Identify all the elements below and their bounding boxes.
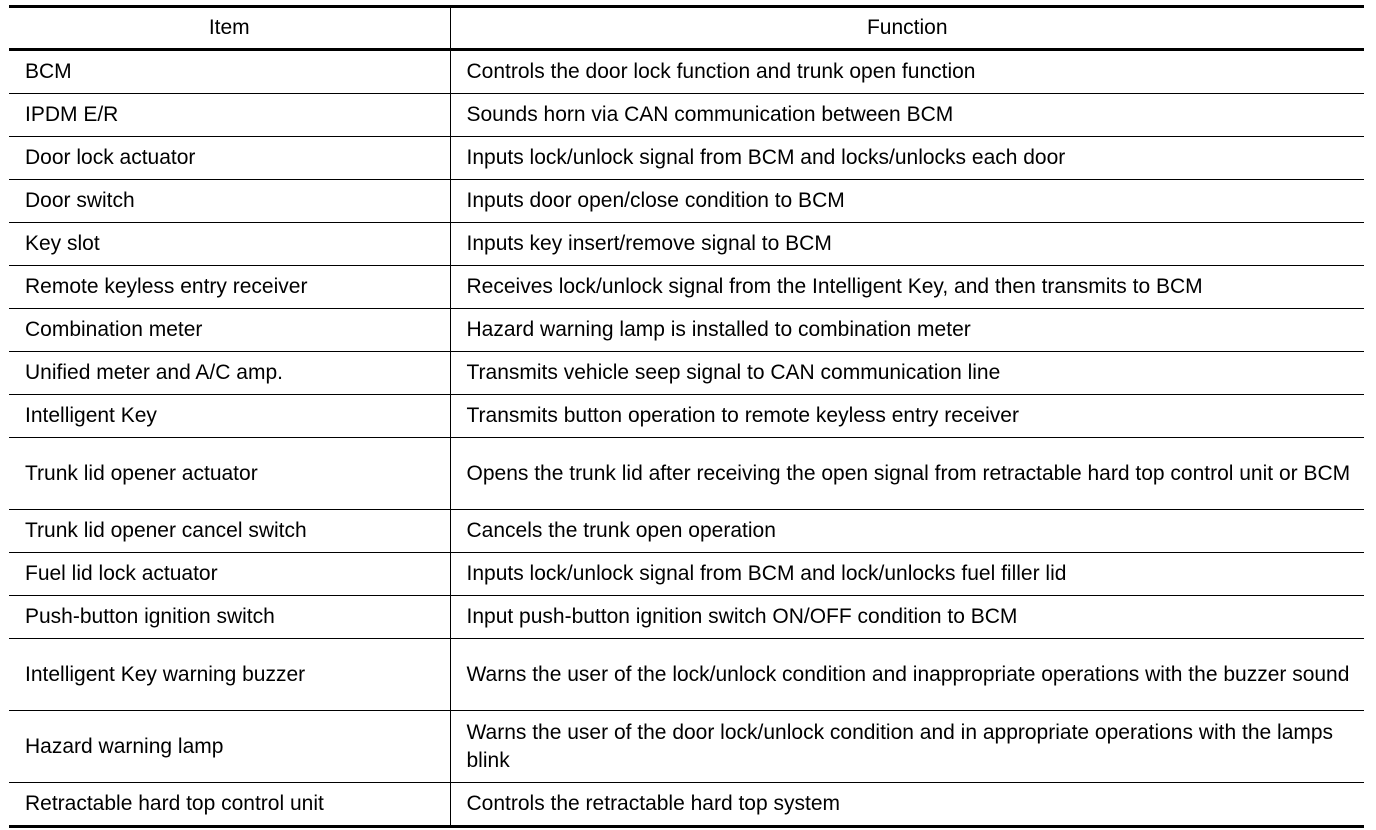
item-cell: Trunk lid opener actuator [9,438,450,510]
item-column-header: Item [9,7,450,50]
table-header-row [9,7,1364,50]
table-row [9,639,1364,711]
item-cell: Intelligent Key warning buzzer [9,639,450,711]
item-cell: Intelligent Key [9,395,450,438]
function-column-header: Function [450,7,1364,50]
table-row [9,223,1364,266]
item-cell: Door switch [9,180,450,223]
table-row [9,596,1364,639]
table-row [9,309,1364,352]
function-cell: Cancels the trunk open operation [450,510,1364,553]
function-cell: Inputs lock/unlock signal from BCM and locks/unlocks each door [450,137,1364,180]
table-row [9,180,1364,223]
item-cell: Retractable hard top control unit [9,783,450,827]
table-body [9,50,1364,827]
function-cell: Inputs door open/close condition to BCM [450,180,1364,223]
table-row [9,352,1364,395]
item-cell: Key slot [9,223,450,266]
item-cell: Fuel lid lock actuator [9,553,450,596]
component-function-table [9,5,1364,828]
function-cell: Inputs lock/unlock signal from BCM and lock/unlocks fuel filler lid [450,553,1364,596]
function-cell: Warns the user of the lock/unlock condition and inappropriate operations with the buzzer sound [450,639,1364,711]
item-cell: Trunk lid opener cancel switch [9,510,450,553]
item-cell: Hazard warning lamp [9,711,450,783]
function-cell: Controls the retractable hard top system [466,792,841,815]
table-row [9,94,1364,137]
table-row [9,438,1364,510]
component-function-table-container [9,5,1364,828]
function-cell: Opens the trunk lid after receiving the open signal from retractable hard top control unit or BCM [450,438,1364,510]
function-cell: Transmits vehicle seep signal to CAN communication line [450,352,1364,395]
item-cell: Door lock actuator [9,137,450,180]
function-cell: Sounds horn via CAN communication between BCM [450,94,1364,137]
table-row [9,137,1364,180]
function-cell: Inputs key insert/remove signal to BCM [450,223,1364,266]
function-cell: Hazard warning lamp is installed to combination meter [450,309,1364,352]
table-row [9,266,1364,309]
item-cell: BCM [9,50,450,94]
table-header [9,7,1364,50]
item-cell: Unified meter and A/C amp. [9,352,450,395]
function-cell: Transmits button operation to remote keyless entry receiver [450,395,1364,438]
function-cell: Warns the user of the door lock/unlock condition and in appropriate operations with the lamps blink [450,711,1364,783]
table-row [9,395,1364,438]
table-row [9,783,1364,827]
item-cell: IPDM E/R [9,94,450,137]
function-cell: Input push-button ignition switch ON/OFF condition to BCM [450,596,1364,639]
table-row [9,510,1364,553]
function-cell: Receives lock/unlock signal from the Intelligent Key, and then transmits to BCM [450,266,1364,309]
function-cell: Controls the door lock function and trunk open function [450,50,1364,94]
item-cell: Remote keyless entry receiver [9,266,450,309]
table-row [9,553,1364,596]
table-row [9,711,1364,783]
item-cell: Push-button ignition switch [9,596,450,639]
item-cell: Combination meter [9,309,450,352]
table-row [9,50,1364,94]
